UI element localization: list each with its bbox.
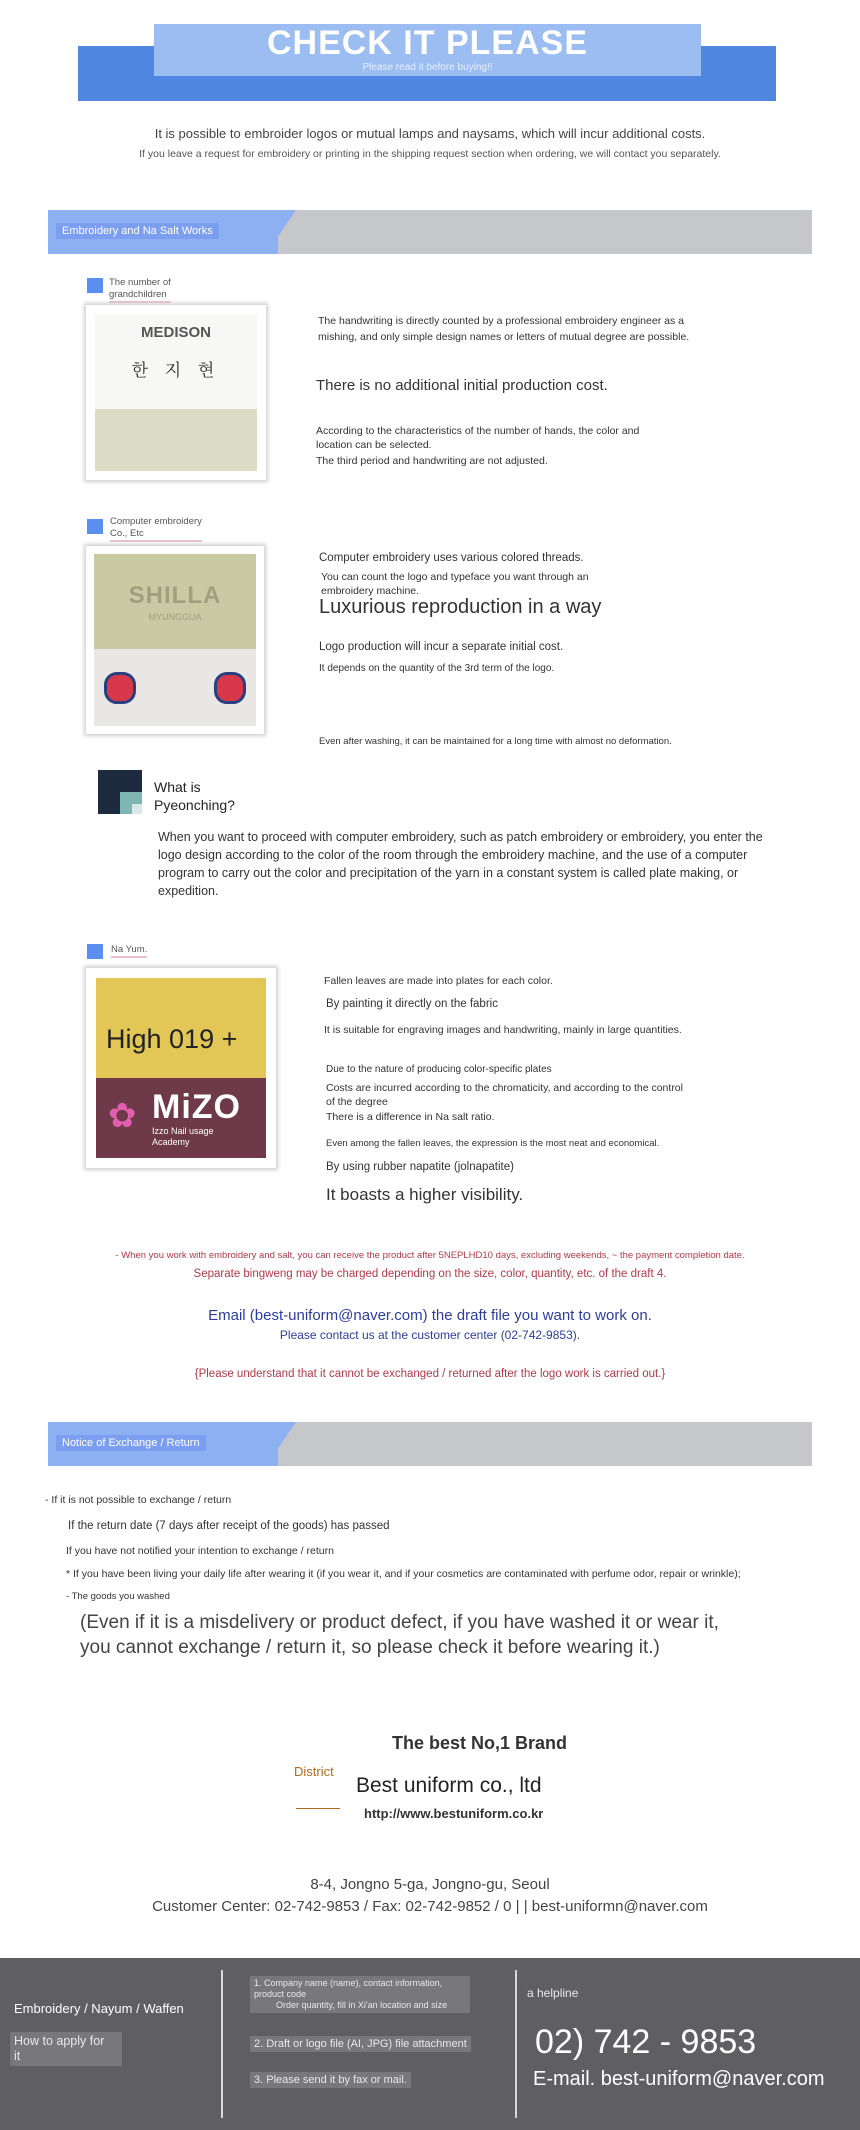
exchange-big-note-line2: you cannot exchange / return it, so please check it before wearing it.) xyxy=(80,1637,660,1658)
computer-line-2: You can count the logo and typeface you want through an embroidery machine. xyxy=(321,571,589,597)
nayum-line-1: Fallen leaves are made into plates for each color. xyxy=(324,975,553,987)
subsection-label-nayum: Na Yum. xyxy=(111,944,147,958)
notice-line-1: - When you work with embroidery and salt, you can receive the product after 5NEPLHD10 days, excluding weekends, ~ the payment completion date. xyxy=(115,1250,745,1261)
computer-line-3: Logo production will incur a separate initial cost. xyxy=(319,641,564,653)
subsection-label-grandchildren xyxy=(109,277,171,303)
footer-phone[interactable]: 02) 742 - 9853 xyxy=(535,2023,757,2061)
computer-label-line1: Computer embroidery xyxy=(110,516,202,527)
footer-category: Embroidery / Nayum / Waffen xyxy=(14,2001,184,2016)
computer-line-1: Computer embroidery uses various colored threads. xyxy=(319,552,584,564)
section-bar-embroidery xyxy=(48,210,812,254)
nayum-line-6: There is a difference in Na salt ratio. xyxy=(326,1111,495,1123)
brand-district-rule xyxy=(296,1808,340,1809)
grandchildren-photo-text-1: MEDISON xyxy=(140,324,211,341)
page-subtitle: Please read it before buying!! xyxy=(362,62,493,73)
footer-email[interactable]: E-mail. best-uniform@naver.com xyxy=(533,2068,825,2090)
notice-line-2: Separate bingweng may be charged depending on the size, color, quantity, etc. of the draft 4. xyxy=(193,1268,667,1280)
brand-district: District xyxy=(294,1764,334,1779)
pyeonching-title xyxy=(154,778,235,814)
exchange-item-3: * If you have been living your daily life after wearing it (if you wear it, and if your cosmetics are contaminated with perfume odor, repair or wrinkle); xyxy=(66,1568,741,1580)
patch-icon xyxy=(214,672,246,704)
square-bullet-icon xyxy=(87,944,103,959)
footer-how-to-apply xyxy=(10,2032,122,2066)
nayum-caption-line2: Academy xyxy=(152,1137,190,1147)
grandchildren-label-line1: The number of xyxy=(109,277,171,288)
exchange-big-note xyxy=(80,1610,719,1660)
computer-photo-text-1: SHILLA xyxy=(128,582,222,609)
section-label-embroidery: Embroidery and Na Salt Works xyxy=(56,223,219,239)
computer-photo-frame xyxy=(86,546,264,734)
nayum-line-5: Costs are incurred according to the chromaticity, and according to the control of the degree xyxy=(326,1082,683,1108)
footer-step-1 xyxy=(250,1976,470,2013)
brand-address: 8-4, Jongno 5-ga, Jongno-gu, Seoul xyxy=(310,1876,550,1893)
nayum-line-8: By using rubber napatite (jolnapatite) xyxy=(326,1161,514,1173)
nayum-photo-text: High 019 + xyxy=(106,1024,238,1054)
pyeonching-icon xyxy=(98,770,142,814)
exchange-item-2: If you have not notified your intention to exchange / return xyxy=(66,1545,334,1557)
grandchildren-photo-frame xyxy=(86,305,266,480)
footer-step-3: 3. Please send it by fax or mail. xyxy=(250,2072,411,2088)
section-bar-exchange xyxy=(48,1422,812,1466)
patch-icon xyxy=(104,672,136,704)
nayum-photo-caption xyxy=(152,1126,214,1148)
grandchildren-photo-text-2: 한 지 현 xyxy=(131,361,221,380)
grandchildren-para-3: The third period and handwriting are not adjusted. xyxy=(316,455,548,467)
footer-step1-line2: product code xyxy=(254,1989,307,1999)
brand-tagline: The best No,1 Brand xyxy=(392,1733,568,1753)
intro-line-2: If you leave a request for embroidery or printing in the shipping request section when ordering, we will contact you separately. xyxy=(139,148,721,160)
pyeonching-title-line2: Pyeonching? xyxy=(154,797,235,813)
subsection-label-computer xyxy=(110,516,202,542)
flower-icon: ✿ xyxy=(108,1097,137,1135)
footer-divider xyxy=(515,1970,517,2118)
footer-helpline-label: a helpline xyxy=(527,1986,579,2000)
nayum-photo-frame xyxy=(86,968,276,1168)
exchange-heading: - If it is not possible to exchange / return xyxy=(45,1494,232,1506)
brand-name: Best uniform co., ltd xyxy=(356,1774,542,1797)
grandchildren-highlight: There is no additional initial production cost. xyxy=(316,377,608,394)
nayum-caption-line1: Izzo Nail usage xyxy=(152,1126,214,1136)
grandchildren-label-line2: grandchildren xyxy=(109,289,171,303)
footer-step1-line3: Order quantity, fill in Xi'an location and size xyxy=(276,2000,448,2010)
grandchildren-para-1: The handwriting is directly counted by a professional embroidery engineer as a mishing, and only simple design names or letters of mutual degree are possible. xyxy=(318,315,690,343)
grandchildren-para-2: According to the characteristics of the number of hands, the color and location can be selected. xyxy=(316,425,640,451)
nayum-line-7: Even among the fallen leaves, the expression is the most neat and economical. xyxy=(326,1138,660,1149)
footer-divider xyxy=(221,1970,223,2118)
exchange-item-4: - The goods you washed xyxy=(66,1591,170,1602)
section-label-exchange: Notice of Exchange / Return xyxy=(56,1435,206,1451)
computer-label-line2: Co., Etc xyxy=(110,528,202,542)
nayum-line-3: It is suitable for engraving images and handwriting, mainly in large quantities. xyxy=(324,1024,682,1036)
notice-email-line: Email (best-uniform@naver.com) the draft file you want to work on. xyxy=(208,1307,652,1324)
computer-highlight: Luxurious reproduction in a way xyxy=(319,596,602,618)
footer-step1-line1: 1. Company name (name), contact information, xyxy=(254,1978,443,1988)
brand-contact: Customer Center: 02-742-9853 / Fax: 02-742-9852 / 0 | | best-uniformn@naver.com xyxy=(152,1898,708,1915)
nayum-highlight: It boasts a higher visibility. xyxy=(326,1185,524,1204)
footer-step-2: 2. Draft or logo file (AI, JPG) file attachment xyxy=(250,2036,471,2052)
page-title: CHECK IT PLEASE xyxy=(266,24,589,62)
nayum-line-2: By painting it directly on the fabric xyxy=(326,998,498,1010)
footer-how-to-line1: How to apply for xyxy=(14,2034,105,2048)
notice-warning: {Please understand that it cannot be exchanged / returned after the logo work is carried out.} xyxy=(194,1368,666,1380)
nayum-photo xyxy=(96,978,266,1158)
square-bullet-icon xyxy=(87,278,103,293)
exchange-big-note-line1: (Even if it is a misdelivery or product defect, if you have washed it or wear it, xyxy=(80,1612,719,1633)
pyeonching-body: When you want to proceed with computer embroidery, such as patch embroidery or embroidery, you enter the logo design according to the color of the room through the embroidery machine, and the use of a computer program to carry out the color and precipitation of the yarn in a constant system is called plate making, or expedition. xyxy=(158,830,763,898)
intro-line-1: It is possible to embroider logos or mutual lamps and naysams, which will incur additional costs. xyxy=(154,126,706,141)
computer-line-5: Even after washing, it can be maintained for a long time with almost no deformation. xyxy=(319,736,672,747)
exchange-item-1: If the return date (7 days after receipt of the goods) has passed xyxy=(68,1520,390,1532)
pyeonching-title-line1: What is xyxy=(154,779,201,795)
notice-contact-line: Please contact us at the customer center (02-742-9853). xyxy=(279,1328,581,1342)
footer xyxy=(0,1958,860,2130)
computer-photo xyxy=(94,554,256,726)
computer-line-4: It depends on the quantity of the 3rd term of the logo. xyxy=(319,663,555,674)
grandchildren-photo xyxy=(95,314,257,471)
nayum-line-4: Due to the nature of producing color-specific plates xyxy=(326,1064,552,1075)
square-bullet-icon xyxy=(87,519,103,534)
brand-url[interactable]: http://www.bestuniform.co.kr xyxy=(364,1806,544,1821)
computer-photo-text-2: MYUNGGUA xyxy=(148,612,202,622)
footer-how-to-line2: it xyxy=(14,2049,21,2063)
mizo-logo: MiZO xyxy=(152,1088,241,1126)
